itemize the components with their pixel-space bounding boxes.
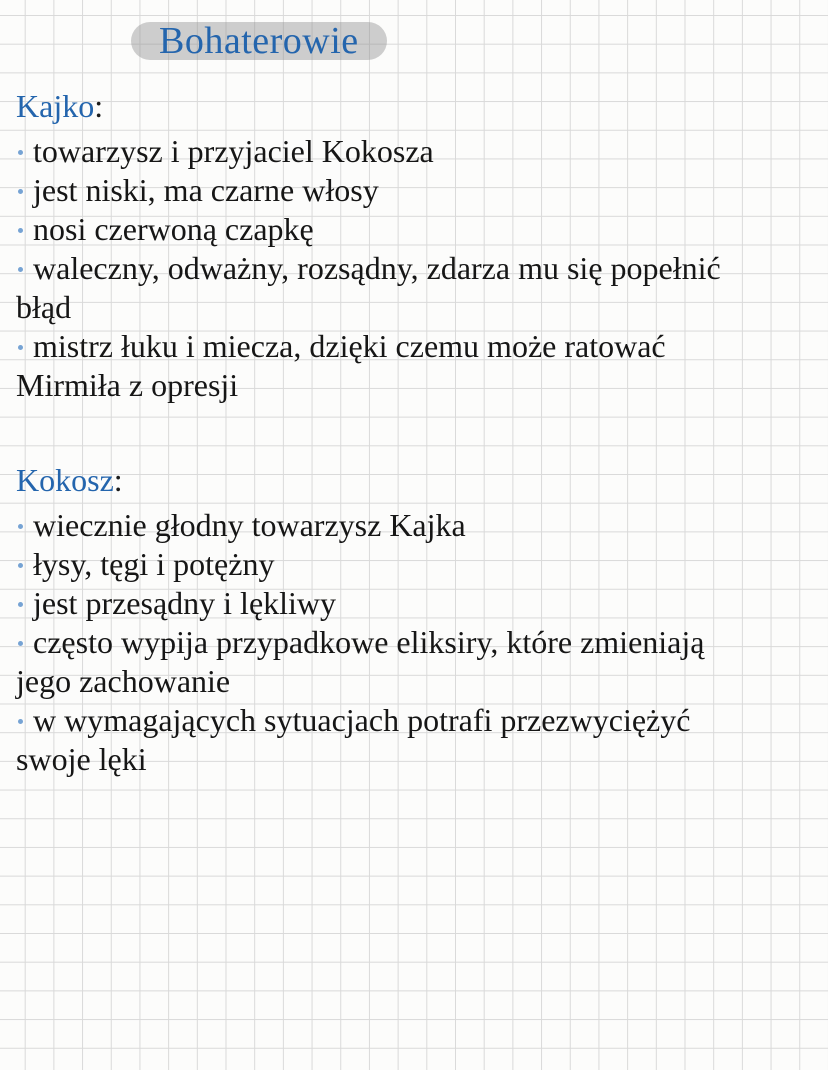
page-title: Bohaterowie — [159, 20, 359, 62]
bullet-dot-icon — [18, 563, 23, 568]
bullet-dot-icon — [18, 524, 23, 529]
section-kokosz — [16, 461, 816, 779]
bullet-line: jego zachowanie — [16, 663, 231, 699]
section-heading — [16, 87, 816, 126]
bullet-item — [16, 249, 816, 327]
bullet-line: łysy, tęgi i potężny — [33, 546, 275, 582]
bullet-item — [16, 506, 816, 545]
bullet-line: towarzysz i przyjaciel Kokosza — [33, 133, 434, 169]
bullet-dot-icon — [18, 602, 23, 607]
bullet-dot-icon — [18, 150, 23, 155]
bullet-list — [16, 132, 816, 405]
title-highlight — [131, 22, 387, 60]
bullet-line: waleczny, odważny, rozsądny, zdarza mu się popełnić — [33, 250, 721, 286]
section-heading — [16, 461, 816, 500]
bullet-item — [16, 132, 816, 171]
section-heading-name: Kokosz — [16, 462, 114, 498]
bullet-dot-icon — [18, 345, 23, 350]
bullet-item — [16, 623, 816, 701]
bullet-line: jest niski, ma czarne włosy — [33, 172, 379, 208]
bullet-item — [16, 210, 816, 249]
bullet-item — [16, 701, 816, 779]
bullet-line: jest przesądny i lękliwy — [33, 585, 337, 621]
bullet-dot-icon — [18, 189, 23, 194]
bullet-dot-icon — [18, 267, 23, 272]
bullet-dot-icon — [18, 719, 23, 724]
section-kajko — [16, 87, 816, 405]
bullet-item — [16, 545, 816, 584]
bullet-dot-icon — [18, 641, 23, 646]
bullet-line: mistrz łuku i miecza, dzięki czemu może ratować — [33, 328, 666, 364]
bullet-line: nosi czerwoną czapkę — [33, 211, 314, 247]
bullet-line: błąd — [16, 289, 72, 325]
bullet-line: swoje lęki — [16, 741, 147, 777]
bullet-line: często wypija przypadkowe eliksiry, które zmieniają — [33, 624, 705, 660]
bullet-dot-icon — [18, 228, 23, 233]
bullet-item — [16, 584, 816, 623]
bullet-item — [16, 327, 816, 405]
bullet-list — [16, 506, 816, 779]
section-heading-colon: : — [113, 462, 123, 498]
bullet-line: wiecznie głodny towarzysz Kajka — [33, 507, 466, 543]
bullet-item — [16, 171, 816, 210]
section-heading-colon: : — [94, 88, 104, 124]
section-heading-name: Kajko — [16, 88, 95, 124]
bullet-line: Mirmiła z opresji — [16, 367, 239, 403]
bullet-line: w wymagających sytuacjach potrafi przezwyciężyć — [33, 702, 691, 738]
